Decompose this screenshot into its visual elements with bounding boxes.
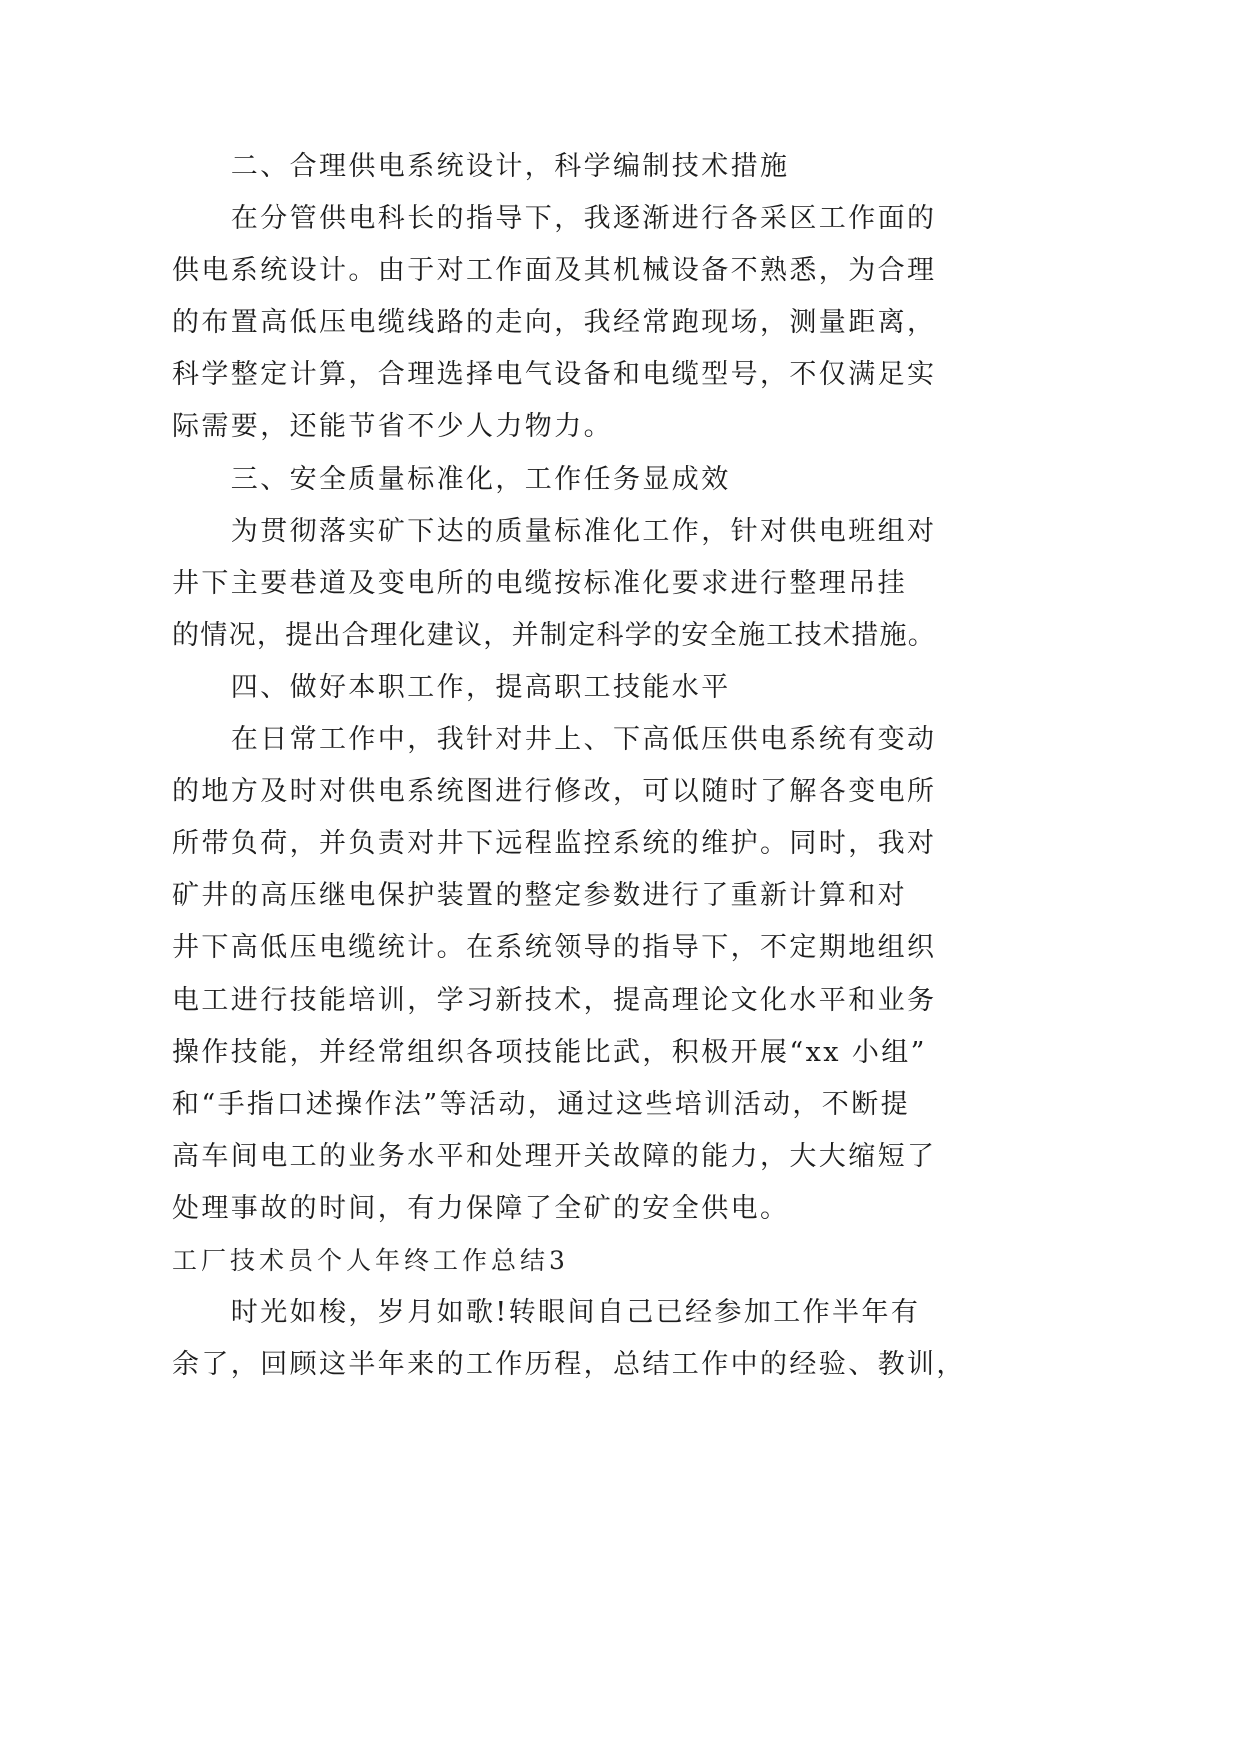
paragraph-line: 所带负荷，并负责对井下远程监控系统的维护。同时，我对 [172,828,937,860]
section-safety-standardization [172,454,972,662]
paragraph-line: 的情况，提出合理化建议，并制定科学的安全施工技术措施。 [172,619,937,651]
section-heading: 二、合理供电系统设计，科学编制技术措施 [230,151,790,182]
paragraph-line: 井下高低压电缆统计。在系统领导的指导下，不定期地组织 [172,932,937,964]
paragraph-line: 处理事故的时间，有力保障了全矿的安全供电。 [172,1192,790,1224]
paragraph-line: 为贯彻落实矿下达的质量标准化工作，针对供电班组对 [230,515,937,547]
paragraph-line: 高车间电工的业务水平和处理开关故障的能力，大大缩短了 [172,1140,937,1172]
paragraph-line: 在分管供电科长的指导下，我逐渐进行各采区工作面的 [230,203,937,235]
section-heading: 四、做好本职工作，提高职工技能水平 [230,671,731,703]
section-power-system-design [172,141,972,454]
paragraph-line: 和“手指口述操作法”等活动，通过这些培训活动，不断提 [172,1088,911,1120]
paragraph-line: 余了，回顾这半年来的工作历程，总结工作中的经验、教训， [172,1349,966,1381]
document-title: 工厂技术员个人年终工作总结3 [172,1245,569,1275]
next-document [172,1235,972,1391]
section-heading: 三、安全质量标准化，工作任务显成效 [230,463,731,495]
paragraph-line: 井下主要巷道及变电所的电缆按标准化要求进行整理吊挂 [172,567,907,599]
paragraph-line: 电工进行技能培训，学习新技术，提高理论文化水平和业务 [172,984,937,1016]
paragraph-line: 的布置高低压电缆线路的走向，我经常跑现场，测量距离， [172,307,937,339]
paragraph-line: 在日常工作中，我针对井上、下高低压供电系统有变动 [230,724,937,756]
paragraph-line: 科学整定计算，合理选择电气设备和电缆型号，不仅满足实 [172,359,937,391]
paragraph-line: 的地方及时对供电系统图进行修改，可以随时了解各变电所 [172,776,937,808]
paragraph-line: 操作技能，并经常组织各项技能比武，积极开展“xx 小组” [172,1036,927,1068]
paragraph-line: 供电系统设计。由于对工作面及其机械设备不熟悉，为合理 [172,255,937,287]
paragraph-line: 矿井的高压继电保护装置的整定参数进行了重新计算和对 [172,880,907,912]
paragraph-line: 际需要，还能节省不少人力物力。 [172,411,613,443]
paragraph-line: 时光如梭，岁月如歌!转眼间自己已经参加工作半年有 [230,1297,921,1329]
section-skill-improvement [172,662,972,1235]
document-body [172,141,972,1391]
